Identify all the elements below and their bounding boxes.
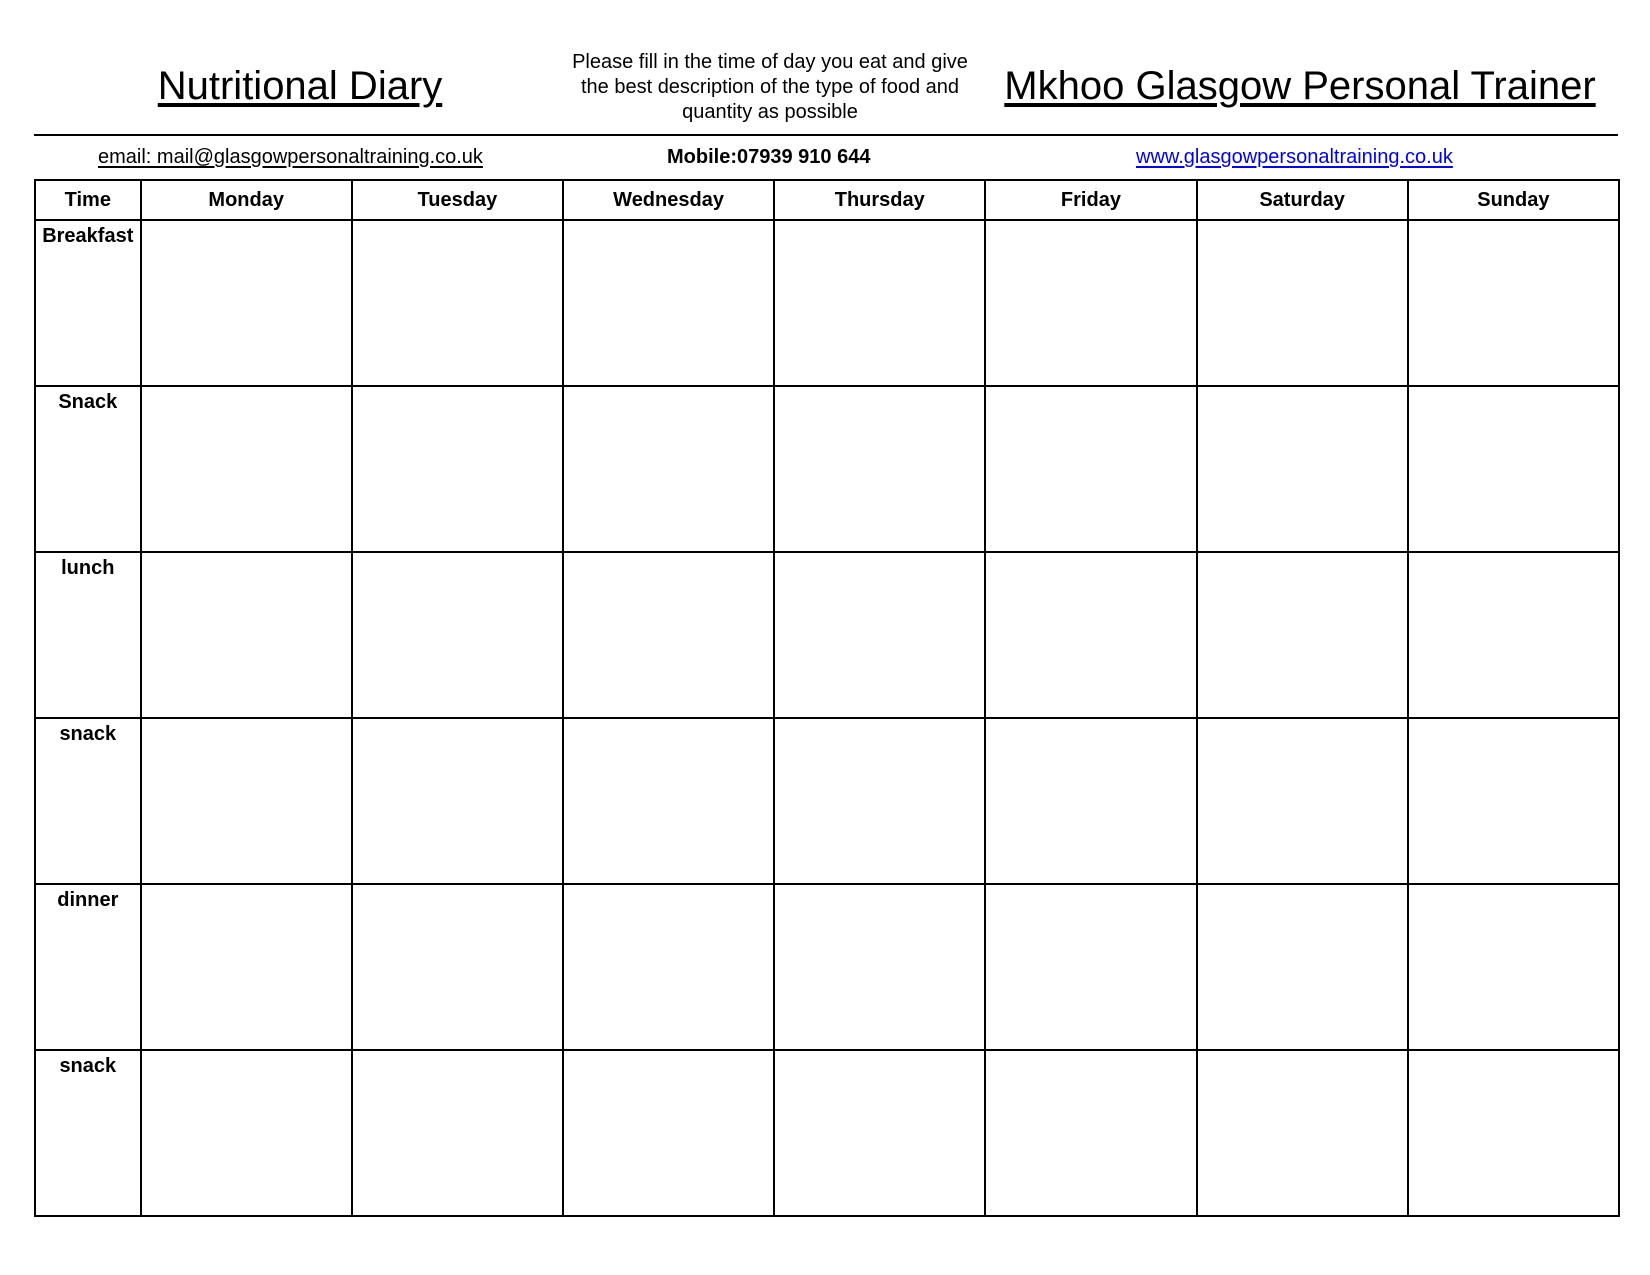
- column-header-sunday: Sunday: [1408, 180, 1619, 220]
- entry-cell[interactable]: [985, 220, 1196, 386]
- row-label-dinner: dinner: [35, 884, 141, 1050]
- entry-cell[interactable]: [774, 552, 985, 718]
- entry-cell[interactable]: [1197, 884, 1408, 1050]
- entry-cell[interactable]: [1408, 1050, 1619, 1216]
- entry-cell[interactable]: [563, 718, 774, 884]
- entry-cell[interactable]: [774, 718, 985, 884]
- entry-cell[interactable]: [985, 386, 1196, 552]
- entry-cell[interactable]: [352, 718, 563, 884]
- header-row: [35, 180, 1619, 220]
- entry-cell[interactable]: [563, 884, 774, 1050]
- entry-cell[interactable]: [1408, 884, 1619, 1050]
- entry-cell[interactable]: [141, 386, 352, 552]
- row-label-snack-3: snack: [35, 1050, 141, 1216]
- header-divider: [34, 134, 1618, 136]
- contact-email: email: mail@glasgowpersonaltraining.co.uk: [98, 146, 483, 168]
- entry-cell[interactable]: [141, 552, 352, 718]
- table-row-snack-2: [35, 718, 1619, 884]
- entry-cell[interactable]: [1408, 220, 1619, 386]
- entry-cell[interactable]: [563, 552, 774, 718]
- column-header-wednesday: Wednesday: [563, 180, 774, 220]
- column-header-saturday: Saturday: [1197, 180, 1408, 220]
- website-link[interactable]: www.glasgowpersonaltraining.co.uk: [1136, 146, 1453, 168]
- row-label-lunch: lunch: [35, 552, 141, 718]
- table-row-lunch: [35, 552, 1619, 718]
- entry-cell[interactable]: [563, 1050, 774, 1216]
- entry-cell[interactable]: [1197, 1050, 1408, 1216]
- entry-cell[interactable]: [774, 386, 985, 552]
- column-header-thursday: Thursday: [774, 180, 985, 220]
- row-label-snack-2: snack: [35, 718, 141, 884]
- row-label-snack-1: Snack: [35, 386, 141, 552]
- entry-cell[interactable]: [1197, 220, 1408, 386]
- column-header-monday: Monday: [141, 180, 352, 220]
- entry-cell[interactable]: [774, 1050, 985, 1216]
- entry-cell[interactable]: [141, 718, 352, 884]
- column-header-friday: Friday: [985, 180, 1196, 220]
- entry-cell[interactable]: [352, 884, 563, 1050]
- entry-cell[interactable]: [774, 220, 985, 386]
- entry-cell[interactable]: [1408, 386, 1619, 552]
- table-row-snack-3: [35, 1050, 1619, 1216]
- column-header-time: Time: [35, 180, 141, 220]
- entry-cell[interactable]: [563, 220, 774, 386]
- entry-cell[interactable]: [352, 386, 563, 552]
- entry-cell[interactable]: [352, 220, 563, 386]
- entry-cell[interactable]: [1197, 386, 1408, 552]
- page-title: Nutritional Diary: [157, 64, 443, 108]
- contact-mobile: Mobile:07939 910 644: [667, 146, 871, 168]
- row-label-breakfast: Breakfast: [35, 220, 141, 386]
- entry-cell[interactable]: [352, 1050, 563, 1216]
- table-row-dinner: [35, 884, 1619, 1050]
- diary-table: [34, 179, 1620, 1217]
- entry-cell[interactable]: [141, 884, 352, 1050]
- instructions-text: Please fill in the time of day you eat and give the best description of the type of food and quantity as possible: [572, 51, 968, 123]
- entry-cell[interactable]: [985, 1050, 1196, 1216]
- entry-cell[interactable]: [563, 386, 774, 552]
- column-header-tuesday: Tuesday: [352, 180, 563, 220]
- entry-cell[interactable]: [141, 1050, 352, 1216]
- entry-cell[interactable]: [141, 220, 352, 386]
- entry-cell[interactable]: [985, 718, 1196, 884]
- entry-cell[interactable]: [985, 884, 1196, 1050]
- entry-cell[interactable]: [1408, 718, 1619, 884]
- trainer-title: Mkhoo Glasgow Personal Trainer: [1004, 64, 1596, 108]
- table-row-snack-1: [35, 386, 1619, 552]
- table-row-breakfast: [35, 220, 1619, 386]
- entry-cell[interactable]: [1197, 718, 1408, 884]
- entry-cell[interactable]: [1408, 552, 1619, 718]
- entry-cell[interactable]: [985, 552, 1196, 718]
- entry-cell[interactable]: [774, 884, 985, 1050]
- entry-cell[interactable]: [1197, 552, 1408, 718]
- entry-cell[interactable]: [352, 552, 563, 718]
